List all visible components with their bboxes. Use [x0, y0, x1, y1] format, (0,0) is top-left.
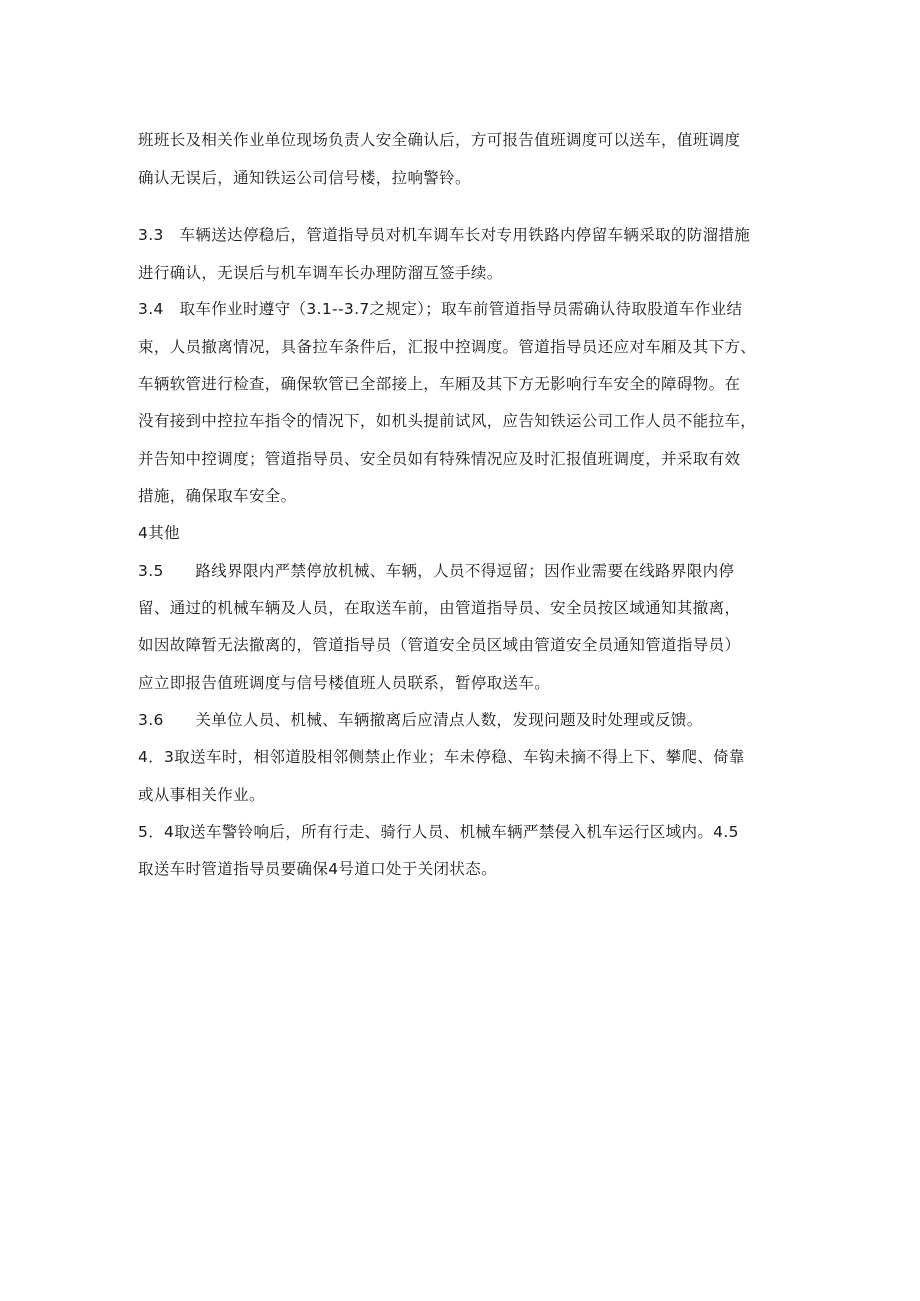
text-line: 没有接到中控拉车指令的情况下，如机头提前试风，应告知铁运公司工作人员不能拉车，: [138, 412, 757, 430]
text-line: 3.4 取车作业时遵守（3.1--3.7之规定）；取车前管道指导员需确认待取股道车作业结: [138, 300, 743, 318]
text-line: 确认无误后，通知铁运公司信号楼，拉响警铃。: [138, 169, 471, 187]
text-line: 班班长及相关作业单位现场负责人安全确认后，方可报告值班调度可以送车，值班调度: [138, 131, 741, 149]
text-line: 取送车时管道指导员要确保4号道口处于关闭状态。: [138, 860, 497, 878]
text-line: 3.3 车辆送达停稳后，管道指导员对机车调车长对专用铁路内停留车辆采取的防溜措施: [138, 226, 751, 244]
text-line: 3.6 关单位人员、机械、车辆撤离后应清点人数，发现问题及时处理或反馈。: [138, 711, 703, 729]
text-line: 进行确认，无误后与机车调车长办理防溜互签手续。: [138, 264, 503, 282]
text-line: 4．3取送车时，相邻道股相邻侧禁止作业；车未停稳、车钩未摘不得上下、攀爬、倚靠: [138, 748, 745, 766]
text-line: 留、通过的机械车辆及人员，在取送车前，由管道指导员、安全员按区域通知其撤离，: [138, 599, 741, 617]
text-line: 应立即报告值班调度与信号楼值班人员联系，暂停取送车。: [138, 674, 551, 692]
text-line: 车辆软管进行检查，确保软管已全部接上，车厢及其下方无影响行车安全的障碍物。在: [138, 375, 741, 393]
text-line: 措施，确保取车安全。: [138, 487, 297, 505]
text-line: 束，人员撤离情况，具备拉车条件后，汇报中控调度。管道指导员还应对车厢及其下方、: [138, 338, 757, 356]
text-line: 3.5 路线界限内严禁停放机械、车辆，人员不得逗留；因作业需要在线路界限内停: [138, 562, 735, 580]
section-heading: 4其他: [138, 524, 180, 542]
text-line: 并告知中控调度；管道指导员、安全员如有特殊情况应及时汇报值班调度，并采取有效: [138, 450, 741, 468]
text-line: 5．4取送车警铃响后，所有行走、骑行人员、机械车辆严禁侵入机车运行区域内。4.5: [138, 823, 739, 841]
text-line: 如因故障暂无法撤离的，管道指导员（管道安全员区域由管道安全员通知管道指导员）: [138, 636, 741, 654]
text-line: 或从事相关作业。: [138, 786, 265, 804]
